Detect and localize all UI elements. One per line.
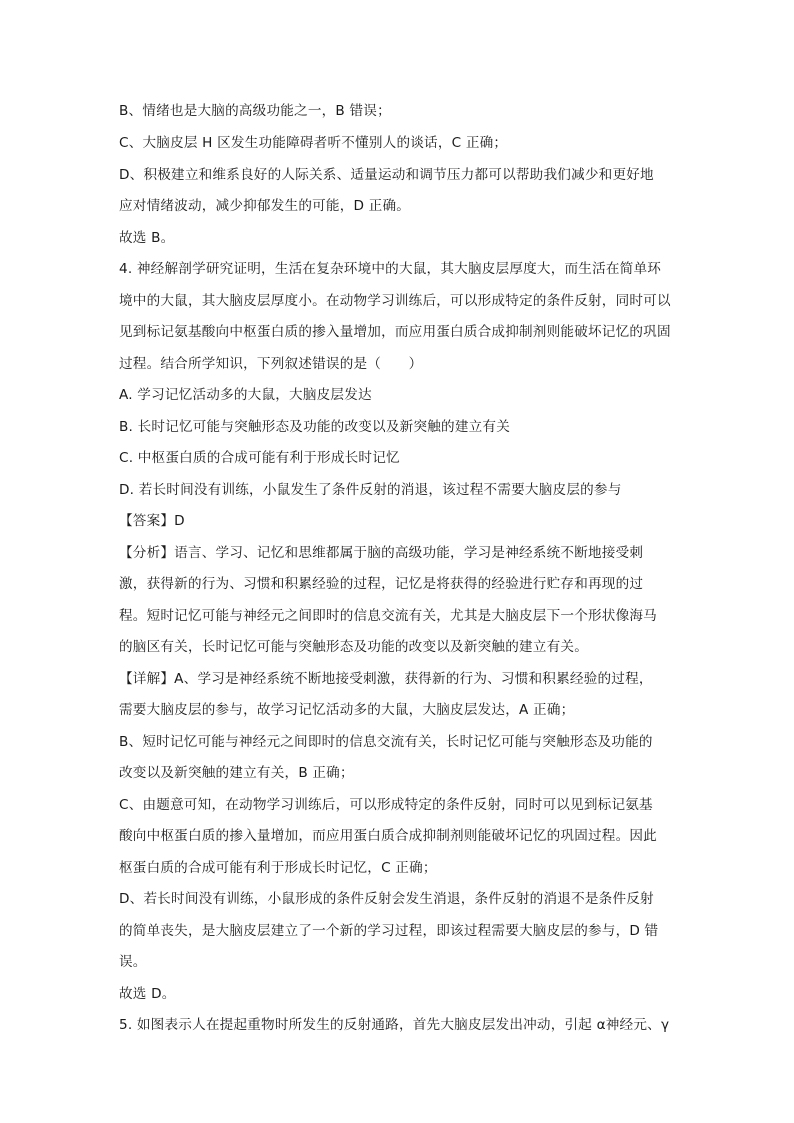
analysis-line: 激，获得新的行为、习惯和积累经验的过程，记忆是将获得的经验进行贮存和再现的过	[119, 576, 644, 592]
option-d: D. 若长时间没有训练，小鼠发生了条件反射的消退，该过程不需要大脑皮层的参与	[119, 482, 622, 498]
question-4-stem: 过程。结合所学知识，下列叙述错误的是（ ）	[119, 356, 423, 372]
text-line: 故选 D。	[119, 986, 176, 1002]
explanation-line: 的简单丧失，是大脑皮层建立了一个新的学习过程，即该过程需要大脑皮层的参与，D 错	[119, 923, 659, 939]
explanation-line: 误。	[119, 954, 147, 970]
explanation-line: 酸向中枢蛋白质的掺入量增加，而应用蛋白质合成抑制剂则能破坏记忆的巩固过程。因此	[119, 828, 657, 844]
text-line: B、情绪也是大脑的高级功能之一，B 错误；	[119, 103, 391, 119]
option-a: A. 学习记忆活动多的大鼠，大脑皮层发达	[119, 387, 372, 403]
option-c: C. 中枢蛋白质的合成可能有利于形成长时记忆	[119, 450, 400, 466]
question-5-stem: 5. 如图表示人在提起重物时所发生的反射通路，首先大脑皮层发出冲动，引起 α神经元、γ	[119, 1017, 670, 1033]
explanation-line: 改变以及新突触的建立有关，B 正确；	[119, 765, 354, 781]
question-4-stem: 境中的大鼠，其大脑皮层厚度小。在动物学习训练后，可以形成特定的条件反射，同时可以	[119, 293, 671, 309]
question-4-stem: 4. 神经解剖学研究证明，生活在复杂环境中的大鼠，其大脑皮层厚度大，而生活在简单环	[119, 261, 662, 277]
text-line: C、大脑皮层 H 区发生功能障碍者听不懂别人的谈话，C 正确；	[119, 135, 508, 151]
answer-line: 【答案】D	[119, 513, 185, 529]
option-b: B. 长时记忆可能与突触形态及功能的改变以及新突触的建立有关	[119, 419, 510, 435]
explanation-line: C、由题意可知，在动物学习训练后，可以形成特定的条件反射，同时可以见到标记氨基	[119, 797, 653, 813]
text-line: D、积极建立和维系良好的人际关系、适量运动和调节压力都可以帮助我们减少和更好地	[119, 167, 654, 183]
text-line: 应对情绪波动，减少抑郁发生的可能，D 正确。	[119, 198, 411, 214]
analysis-line: 程。短时记忆可能与神经元之间即时的信息交流有关，尤其是大脑皮层下一个形状像海马	[119, 608, 657, 624]
explanation-line: 【详解】A、学习是神经系统不断地接受刺激，获得新的行为、习惯和积累经验的过程，	[119, 671, 653, 687]
explanation-line: 需要大脑皮层的参与，故学习记忆活动多的大鼠，大脑皮层发达，A 正确；	[119, 702, 575, 718]
explanation-line: B、短时记忆可能与神经元之间即时的信息交流有关，长时记忆可能与突触形态及功能的	[119, 734, 653, 750]
analysis-line: 的脑区有关，长时记忆可能与突触形态及功能的改变以及新突触的建立有关。	[119, 639, 588, 655]
analysis-line: 【分析】语言、学习、记忆和思维都属于脑的高级功能，学习是神经系统不断地接受刺	[119, 545, 644, 561]
question-4-stem: 见到标记氨基酸向中枢蛋白质的掺入量增加，而应用蛋白质合成抑制剂则能破坏记忆的巩固	[119, 324, 671, 340]
explanation-line: 枢蛋白质的合成可能有利于形成长时记忆，C 正确；	[119, 860, 437, 876]
text-line: 故选 B。	[119, 230, 175, 246]
explanation-line: D、若长时间没有训练，小鼠形成的条件反射会发生消退，条件反射的消退不是条件反射	[119, 891, 654, 907]
